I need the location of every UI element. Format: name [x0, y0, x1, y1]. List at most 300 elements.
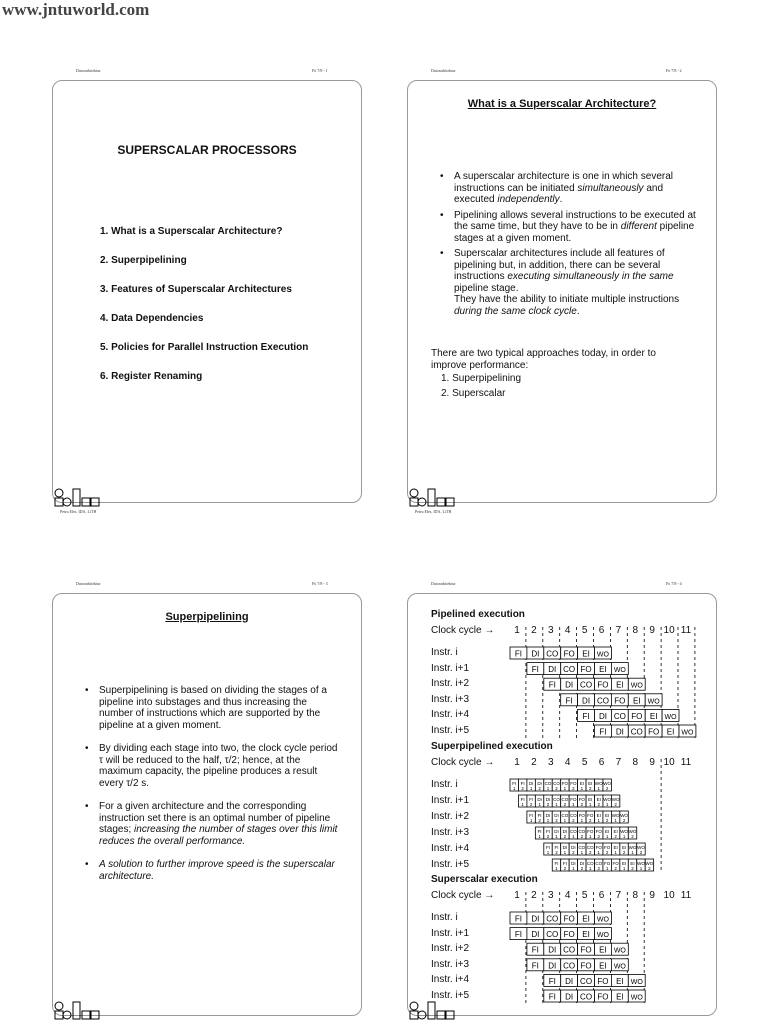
substage-number: 1	[572, 834, 575, 839]
stage-label: EI	[599, 945, 607, 955]
substage-label: WO	[611, 813, 620, 818]
substage-label: FO	[587, 829, 594, 834]
substage-number: 2	[597, 866, 600, 871]
substage-number: 2	[529, 802, 533, 807]
substage-number: 2	[580, 834, 584, 839]
stage-label: DI	[548, 665, 557, 675]
stage-label: DI	[615, 727, 624, 737]
stage-label: DI	[565, 992, 574, 1002]
approach-item: 2. Superscalar	[441, 388, 506, 399]
stage-label: CO	[596, 696, 609, 706]
stage-label: FI	[599, 727, 607, 737]
substage-number: 1	[546, 786, 550, 791]
clock-cycle-number: 8	[632, 890, 639, 901]
bullet: • Superpipelining is based on dividing the stages of a pipeline into substages and thus increasing the number of instructions which are supported by the pipeline at a given moment.	[83, 685, 341, 731]
substage-number: 1	[580, 850, 584, 855]
clock-cycle-number: 1	[514, 757, 520, 768]
substage-number: 1	[597, 786, 600, 791]
slide-header-number: Fö 7/8 - 2	[666, 68, 682, 73]
slide-header-number: Fö 7/8 - 1	[312, 68, 328, 73]
substage-label: CO	[561, 813, 569, 818]
substage-label: WO	[611, 797, 620, 802]
stage-label: FO	[648, 727, 660, 737]
clock-cycle-number: 5	[581, 890, 588, 901]
substage-label: WO	[620, 829, 628, 834]
substage-number: 2	[546, 802, 550, 807]
slide-footer: Petru Eles, IDA, LiTH	[60, 509, 97, 514]
substage-label: EI	[621, 861, 627, 866]
stage-label: CO	[546, 930, 559, 940]
substage-label: WO	[594, 781, 603, 786]
stage-label: FI	[514, 914, 523, 924]
stage-label: FO	[580, 961, 592, 971]
stage-label: CO	[613, 711, 626, 721]
substage-label: EI	[588, 781, 593, 786]
substage-number: 1	[563, 818, 567, 823]
slide-header-course: Datorarkitektur	[431, 581, 456, 586]
substage-label: FO	[570, 781, 577, 786]
clock-cycle-number: 6	[598, 625, 605, 636]
stage-label: FI	[514, 930, 523, 940]
stage-label: CO	[563, 945, 576, 955]
substage-number: 2	[563, 834, 567, 839]
substage-number: 1	[614, 818, 617, 823]
slide-footer: Petru Eles, IDA, LiTH	[415, 509, 452, 514]
substage-label: EI	[596, 797, 601, 802]
substage-number: 2	[605, 786, 609, 791]
substage-label: DI	[562, 829, 568, 834]
substage-label: DI	[528, 781, 534, 786]
substage-label: FI	[529, 797, 534, 802]
substage-number: 1	[622, 866, 626, 871]
bullet: • By dividing each stage into two, the clock cycle period τ will be reduced to the half, τ/2; hence, at the maximum capacity, the pipeline produces a result every τ/2 s.	[83, 743, 341, 789]
instruction-label: Instr. i	[431, 647, 458, 658]
substage-number: 2	[648, 866, 651, 871]
substage-label: EI	[579, 781, 584, 786]
substage-label: EI	[605, 829, 610, 834]
instruction-label: Instr. i	[431, 779, 458, 790]
stage-label: FI	[514, 649, 523, 659]
substage-number: 1	[605, 834, 609, 839]
clock-cycle-number: 10	[663, 890, 675, 901]
substage-label: DI	[545, 813, 551, 818]
substage-label: FI	[546, 829, 551, 834]
substage-label: FO	[587, 813, 594, 818]
substage-number: 1	[589, 802, 592, 807]
substage-label: EI	[613, 829, 618, 834]
substage-label: EI	[605, 813, 610, 818]
stage-label: WO	[596, 916, 609, 924]
clock-cycle-number: 7	[615, 890, 622, 901]
clock-cycle-number: 11	[680, 757, 692, 768]
substage-number: 1	[580, 786, 584, 791]
substage-label: DI	[571, 861, 576, 866]
stage-label: DI	[531, 914, 540, 924]
substage-number: 2	[589, 850, 592, 855]
instruction-label: Instr. i+3	[431, 958, 470, 970]
substage-number: 2	[546, 834, 550, 839]
substage-number: 2	[538, 786, 541, 791]
clock-cycle-number: 10	[663, 757, 675, 768]
slide-title: Superpipelining	[165, 611, 249, 623]
toc-item: 6. Register Renaming	[100, 371, 203, 382]
stage-label: EI	[616, 976, 624, 986]
substage-number: 1	[622, 834, 626, 839]
stage-label: DI	[548, 945, 557, 955]
stage-label: EI	[582, 649, 590, 659]
clock-cycle-number: 9	[649, 890, 655, 901]
substage-number: 2	[639, 850, 643, 855]
substage-label: DI	[579, 861, 585, 866]
clock-cycle-label: Clock cycle →	[431, 890, 495, 901]
substage-label: FO	[604, 845, 611, 850]
stage-label: WO	[630, 682, 643, 690]
substage-label: FO	[595, 829, 602, 834]
stage-label: WO	[664, 713, 677, 721]
substage-number: 2	[597, 834, 600, 839]
instruction-label: Instr. i+2	[431, 811, 470, 822]
clock-cycle-number: 3	[548, 625, 554, 636]
bullet: • Pipelining allows several instructions to be executed at the same time, but they have to be in different pipeline stages at a given moment.	[438, 210, 698, 245]
clock-cycle-number: 6	[598, 757, 605, 768]
substage-label: FI	[512, 781, 517, 786]
stage-label: EI	[599, 665, 607, 675]
substage-label: WO	[603, 797, 612, 802]
stage-label: DI	[565, 976, 574, 986]
substage-label: FI	[520, 797, 525, 802]
substage-number: 2	[555, 786, 558, 791]
substage-label: FI	[554, 861, 559, 866]
stage-label: DI	[582, 696, 591, 706]
substage-label: EI	[621, 845, 627, 850]
substage-label: FI	[546, 845, 551, 850]
substage-label: DI	[554, 829, 559, 834]
substage-number: 1	[546, 850, 550, 855]
instruction-label: Instr. i+5	[431, 725, 470, 736]
stage-label: WO	[596, 932, 609, 940]
stage-label: FO	[563, 649, 575, 659]
clock-cycle-number: 4	[564, 890, 571, 901]
stage-label: FI	[531, 961, 539, 971]
substage-label: CO	[553, 797, 560, 802]
substage-label: DI	[554, 813, 559, 818]
stage-label: FI	[548, 976, 556, 986]
substage-number: 2	[572, 786, 575, 791]
toc-item: 4. Data Dependencies	[100, 313, 204, 324]
clock-cycle-number: 11	[680, 890, 692, 901]
instruction-label: Instr. i+2	[431, 943, 470, 955]
clock-cycle-number: 8	[632, 625, 639, 636]
substage-label: WO	[628, 829, 637, 834]
stage-label: DI	[531, 649, 540, 659]
stage-label: FO	[563, 930, 575, 940]
stage-label: EI	[666, 727, 675, 737]
substage-number: 2	[605, 818, 609, 823]
substage-label: FO	[612, 861, 619, 866]
clock-cycle-label: Clock cycle →	[431, 757, 495, 768]
substage-number: 2	[555, 850, 558, 855]
stage-label: FI	[565, 696, 573, 706]
stage-label: DI	[531, 930, 540, 940]
substage-number: 1	[555, 834, 558, 839]
substage-number: 1	[512, 786, 516, 791]
instruction-label: Instr. i+5	[431, 859, 470, 870]
stage-label: WO	[630, 978, 643, 986]
toc-item: 5. Policies for Parallel Instruction Execution	[100, 342, 309, 353]
site-watermark: www.jntuworld.com	[2, 0, 150, 19]
substage-number: 1	[555, 866, 558, 871]
substage-number: 2	[563, 866, 567, 871]
stage-label: EI	[582, 914, 590, 924]
substage-number: 1	[572, 866, 575, 871]
stage-label: CO	[630, 727, 643, 737]
bullet: • For a given architecture and the corresponding instruction set there is an optimal number of pipeline stages; increasing the number of stages over this limit reduces the overall performance.	[83, 801, 341, 847]
substage-number: 1	[631, 850, 634, 855]
stage-label: FI	[531, 665, 539, 675]
instruction-label: Instr. i+5	[431, 990, 470, 1001]
stage-label: FO	[631, 711, 643, 721]
toc-item: 1. What is a Superscalar Architecture?	[100, 226, 283, 237]
instruction-label: Instr. i+1	[431, 795, 470, 806]
substage-number: 1	[529, 818, 533, 823]
substage-number: 1	[589, 834, 592, 839]
stage-label: FO	[580, 945, 592, 955]
approaches-intro: There are two typical approaches today, in order to improve performance:	[431, 348, 656, 371]
substage-number: 2	[563, 802, 567, 807]
slide-header-number: Fö 7/8 - 4	[666, 581, 682, 586]
substage-label: FO	[595, 845, 602, 850]
stage-label: WO	[630, 994, 643, 1002]
substage-number: 1	[605, 802, 609, 807]
stage-label: FI	[582, 711, 590, 721]
stage-label: FI	[548, 680, 556, 690]
substage-label: WO	[628, 845, 637, 850]
clock-cycle-number: 4	[564, 625, 571, 636]
stage-label: WO	[596, 651, 609, 659]
substage-label: DI	[545, 797, 551, 802]
clock-cycle-number: 8	[632, 757, 639, 768]
substage-label: CO	[578, 845, 586, 850]
clock-cycle-number: 2	[531, 625, 537, 636]
substage-number: 1	[563, 786, 567, 791]
substage-label: EI	[596, 813, 601, 818]
clock-cycle-number: 3	[548, 757, 554, 768]
instruction-label: Instr. i+4	[431, 843, 470, 854]
stage-label: CO	[546, 914, 559, 924]
substage-number: 2	[631, 866, 634, 871]
stage-label: FO	[580, 665, 592, 675]
substage-label: FO	[604, 861, 611, 866]
substage-number: 1	[614, 850, 617, 855]
substage-number: 1	[597, 818, 600, 823]
stage-label: WO	[613, 667, 626, 675]
substage-label: EI	[588, 797, 593, 802]
stage-label: WO	[613, 947, 626, 955]
substage-number: 2	[555, 818, 558, 823]
stage-label: FO	[597, 992, 609, 1002]
substage-number: 1	[597, 850, 600, 855]
substage-number: 2	[614, 866, 617, 871]
section-title: Pipelined execution	[431, 609, 525, 620]
stage-label: EI	[582, 930, 590, 940]
clock-cycle-number: 2	[531, 890, 537, 901]
slide-header-course: Datorarkitektur	[431, 68, 456, 73]
clock-cycle-number: 9	[649, 625, 655, 636]
substage-label: WO	[603, 781, 612, 786]
clock-cycle-number: 2	[531, 757, 537, 768]
substage-number: 2	[614, 802, 617, 807]
substage-number: 2	[622, 818, 626, 823]
substage-number: 1	[563, 850, 567, 855]
substage-number: 1	[605, 866, 609, 871]
clock-cycle-number: 6	[598, 890, 605, 901]
clock-cycle-number: 11	[680, 625, 692, 636]
substage-label: FO	[570, 797, 577, 802]
slide-header-number: Fö 7/8 - 3	[312, 581, 328, 586]
substage-number: 1	[546, 818, 550, 823]
substage-label: CO	[570, 829, 577, 834]
clock-cycle-number: 7	[615, 757, 622, 768]
clock-cycle-number: 4	[564, 757, 571, 768]
stage-label: CO	[563, 961, 576, 971]
instruction-label: Instr. i+4	[431, 709, 470, 721]
stage-label: FO	[614, 696, 626, 706]
substage-label: FI	[554, 845, 559, 850]
substage-label: WO	[637, 861, 645, 866]
instruction-label: Instr. i+1	[431, 927, 470, 939]
clock-cycle-number: 1	[514, 625, 520, 636]
stage-label: EI	[632, 696, 641, 706]
bullet: • A superscalar architecture is one in which several instructions can be initiated simultaneously and executed independently.	[438, 171, 698, 206]
substage-number: 2	[521, 786, 524, 791]
clock-cycle-number: 5	[581, 625, 588, 636]
stage-label: WO	[647, 698, 660, 706]
slide-header-course: Datorarkitektur	[76, 581, 101, 586]
substage-label: FO	[561, 781, 569, 786]
clock-cycle-number: 9	[649, 757, 655, 768]
substage-label: FI	[537, 813, 542, 818]
instruction-label: Instr. i+2	[431, 678, 470, 690]
substage-label: FI	[520, 781, 525, 786]
substage-label: EI	[630, 861, 635, 866]
stage-label: EI	[649, 711, 658, 721]
substage-label: CO	[578, 829, 586, 834]
substage-number: 2	[589, 786, 592, 791]
instruction-label: Instr. i+4	[431, 974, 470, 986]
substage-label: DI	[571, 845, 576, 850]
stage-label: DI	[565, 680, 574, 690]
stage-label: CO	[580, 992, 593, 1002]
substage-number: 2	[605, 850, 609, 855]
clock-cycle-number: 5	[581, 757, 588, 768]
substage-number: 1	[572, 802, 575, 807]
slide-header-course: Datorarkitektur	[76, 68, 101, 73]
stage-label: DI	[598, 711, 607, 721]
substage-label: FI	[562, 861, 567, 866]
substage-label: FI	[529, 813, 534, 818]
stage-label: CO	[563, 665, 576, 675]
instruction-label: Instr. i	[431, 912, 458, 923]
substage-number: 2	[572, 818, 575, 823]
substage-label: CO	[595, 861, 603, 866]
instruction-label: Instr. i+3	[431, 693, 470, 705]
substage-number: 1	[589, 866, 592, 871]
substage-number: 2	[538, 818, 541, 823]
substage-number: 2	[622, 850, 626, 855]
substage-label: CO	[570, 813, 577, 818]
stage-label: EI	[599, 961, 607, 971]
substage-number: 1	[580, 818, 584, 823]
stage-label: EI	[616, 992, 624, 1002]
clock-cycle-number: 3	[548, 890, 554, 901]
clock-cycle-number: 7	[615, 625, 622, 636]
substage-label: CO	[544, 781, 552, 786]
substage-label: EI	[613, 845, 618, 850]
substage-number: 2	[614, 834, 617, 839]
substage-number: 1	[529, 786, 533, 791]
stage-label: FO	[597, 976, 609, 986]
substage-label: FO	[578, 797, 585, 802]
approach-item: 1. Superpipelining	[441, 373, 522, 384]
bullet: • A solution to further improve speed is the superscalar architecture.	[83, 859, 341, 882]
substage-number: 1	[538, 834, 541, 839]
instruction-label: Instr. i+3	[431, 827, 470, 838]
substage-label: DI	[537, 781, 542, 786]
substage-label: WO	[637, 845, 645, 850]
stage-label: FO	[597, 680, 609, 690]
stage-label: FI	[531, 945, 539, 955]
substage-number: 2	[572, 850, 575, 855]
substage-number: 1	[555, 802, 558, 807]
stage-label: DI	[548, 961, 557, 971]
section-title: Superpipelined execution	[431, 741, 553, 752]
substage-label: WO	[620, 813, 628, 818]
substage-label: DI	[537, 797, 542, 802]
substage-number: 2	[589, 818, 592, 823]
section-title: Superscalar execution	[431, 874, 538, 885]
substage-label: CO	[586, 845, 594, 850]
clock-cycle-number: 10	[663, 625, 675, 636]
stage-label: CO	[580, 680, 593, 690]
substage-number: 1	[521, 802, 524, 807]
substage-number: 2	[580, 866, 584, 871]
stage-label: CO	[546, 649, 559, 659]
stage-label: FI	[548, 992, 556, 1002]
toc-item: 3. Features of Superscalar Architectures	[100, 284, 292, 295]
substage-number: 2	[580, 802, 584, 807]
substage-number: 1	[639, 866, 643, 871]
substage-label: CO	[553, 781, 560, 786]
toc-item: 2. Superpipelining	[100, 255, 187, 266]
substage-label: CO	[586, 861, 594, 866]
substage-label: CO	[561, 797, 569, 802]
bullet: • Superscalar architectures include all features of pipelining but, in addition, there can be several instructions executing simultaneously in the same pipeline stage. They have the ability to initiate multiple instructions during the same clock cycle.	[438, 248, 698, 317]
stage-label: WO	[681, 729, 694, 737]
stage-label: WO	[613, 963, 626, 971]
substage-label: FO	[578, 813, 585, 818]
substage-number: 2	[597, 802, 600, 807]
stage-label: EI	[616, 680, 624, 690]
clock-cycle-number: 1	[514, 890, 520, 901]
slide-title: What is a Superscalar Architecture?	[467, 98, 657, 110]
slide-title: SUPERSCALAR PROCESSORS	[117, 143, 297, 157]
stage-label: FO	[563, 914, 575, 924]
substage-label: FI	[537, 829, 542, 834]
substage-label: DI	[562, 845, 568, 850]
stage-label: CO	[580, 976, 593, 986]
instruction-label: Instr. i+1	[431, 662, 470, 674]
substage-number: 2	[631, 834, 634, 839]
